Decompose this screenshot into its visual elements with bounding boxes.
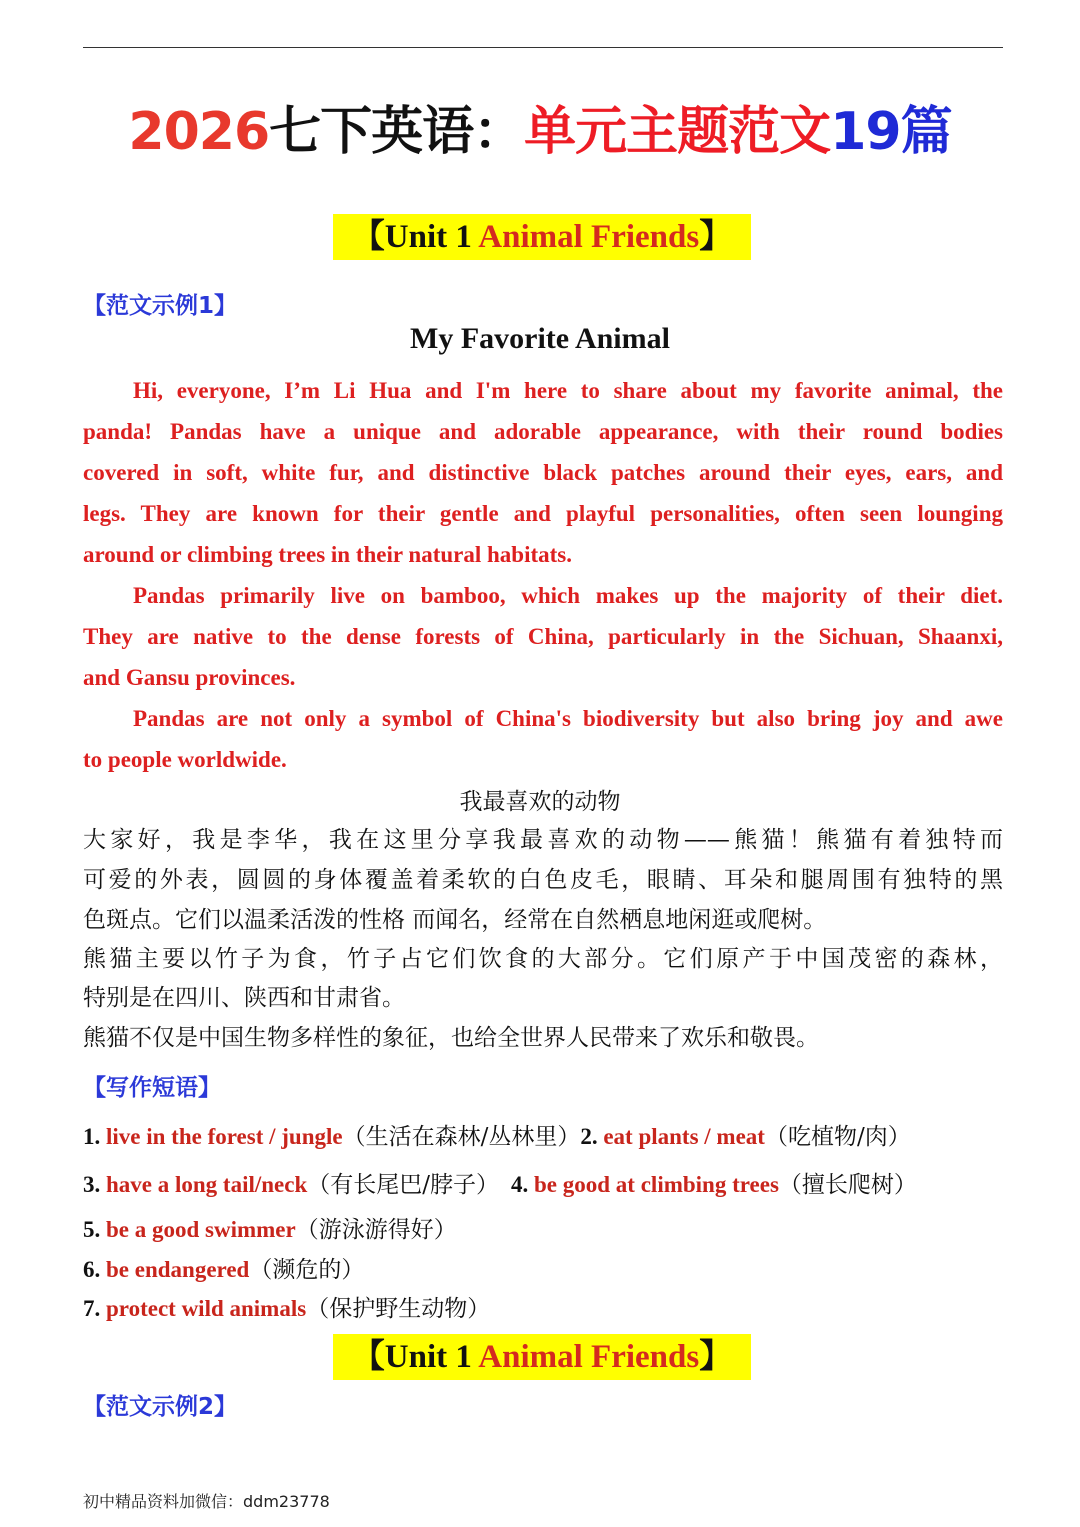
phrase-chinese: （有长尾巴/脖子） [307, 1172, 500, 1198]
phrase-english: be a good swimmer [106, 1217, 296, 1242]
bracket-open: 【 [351, 219, 385, 255]
phrase-chinese: （擅长爬树） [778, 1172, 917, 1198]
phrase-number: 1. [83, 1124, 106, 1149]
phrase-number: 5. [83, 1217, 106, 1242]
phrase-number: 2. [580, 1124, 604, 1149]
translation-line: 熊猫主要以竹子为食，竹子占它们饮食的大部分。它们原产于中国茂密的森林， [83, 946, 1003, 972]
phrase-english: live in the forest / jungle [106, 1124, 343, 1149]
unit-name: Animal Friends [478, 219, 700, 255]
example-1-tag: 【范文示例1】 [83, 293, 238, 319]
phrase-chinese: （保护野生动物） [306, 1296, 491, 1322]
phrase-row-5 [83, 1289, 490, 1329]
phrase-row-1 [83, 1117, 911, 1157]
unit-banner-1 [333, 214, 751, 260]
title-suffix: 篇 [900, 102, 952, 162]
title-topic: 单元主题范文 [524, 102, 831, 162]
phrase-number: 7. [83, 1296, 106, 1321]
essay-line: around or climbing trees in their natural habitats. [83, 542, 573, 567]
essay-line: Pandas are not only a symbol of China's biodiversity but also bring joy and awe [133, 706, 1003, 731]
translation-line: 色斑点。它们以温柔活泼的性格 而闻名，经常在自然栖息地闲逛或爬树。 [83, 907, 827, 933]
unit-label: Unit 1 [384, 1339, 479, 1375]
unit-banner-2 [333, 1334, 751, 1380]
footer-note: 初中精品资料加微信：ddm23778 [83, 1492, 330, 1511]
translation-title: 我最喜欢的动物 [459, 789, 621, 815]
phrase-english: be endangered [106, 1257, 250, 1282]
page-title [0, 96, 1080, 168]
phrase-chinese: （游泳游得好） [295, 1217, 457, 1243]
bracket-close: 】 [699, 219, 733, 255]
phrase-number: 4. [511, 1172, 535, 1197]
phrase-row-3 [83, 1210, 457, 1250]
title-count: 19 [830, 102, 901, 162]
essay-title: My Favorite Animal [410, 322, 670, 355]
essay-line: to people worldwide. [83, 747, 287, 772]
translation-line: 可爱的外表，圆圆的身体覆盖着柔软的白色皮毛，眼睛、耳朵和腿周围有独特的黑 [83, 867, 1003, 893]
phrase-number: 3. [83, 1172, 106, 1197]
phrase-english: protect wild animals [106, 1296, 307, 1321]
translation-line: 特别是在四川、陕西和甘肃省。 [83, 985, 405, 1011]
phrase-chinese: （濒危的） [249, 1257, 365, 1283]
essay-line: Pandas primarily live on bamboo, which makes up the majority of their diet. [133, 583, 1003, 608]
essay-line: They are native to the dense forests of China, particularly in the Sichuan, Shaanxi, [83, 624, 1003, 649]
phrase-english: be good at climbing trees [534, 1172, 779, 1197]
phrase-chinese: （生活在森林/丛林里） [342, 1124, 581, 1150]
bracket-close: 】 [699, 1339, 733, 1375]
phrase-chinese: （吃植物/肉） [764, 1124, 911, 1150]
essay-line: covered in soft, white fur, and distinctive black patches around their eyes, ears, and [83, 460, 1003, 485]
bracket-open: 【 [351, 1339, 385, 1375]
essay-line: Hi, everyone, I’m Li Hua and I'm here to share about my favorite animal, the [133, 378, 1003, 403]
essay-line: legs. They are known for their gentle and playful personalities, often seen lounging [83, 501, 1003, 526]
phrase-english: have a long tail/neck [106, 1172, 308, 1197]
translation-line: 大家好，我是李华，我在这里分享我最喜欢的动物——熊猫！熊猫有着独特而 [83, 827, 1003, 853]
phrase-number: 6. [83, 1257, 106, 1282]
phrase-english: eat plants / meat [603, 1124, 765, 1149]
top-divider [83, 47, 1003, 48]
phrase-row-4 [83, 1250, 364, 1290]
title-subject: 七下英语： [269, 102, 525, 162]
unit-label: Unit 1 [384, 219, 479, 255]
title-year: 2026 [128, 102, 270, 162]
writing-phrases-tag: 【写作短语】 [83, 1075, 221, 1101]
phrase-row-2 [83, 1165, 917, 1205]
translation-line: 熊猫不仅是中国生物多样性的象征，也给全世界人民带来了欢乐和敬畏。 [83, 1025, 819, 1051]
essay-line: panda! Pandas have a unique and adorable appearance, with their round bodies [83, 419, 1003, 444]
example-2-tag: 【范文示例2】 [83, 1394, 238, 1420]
essay-line: and Gansu provinces. [83, 665, 296, 690]
unit-name: Animal Friends [478, 1339, 700, 1375]
